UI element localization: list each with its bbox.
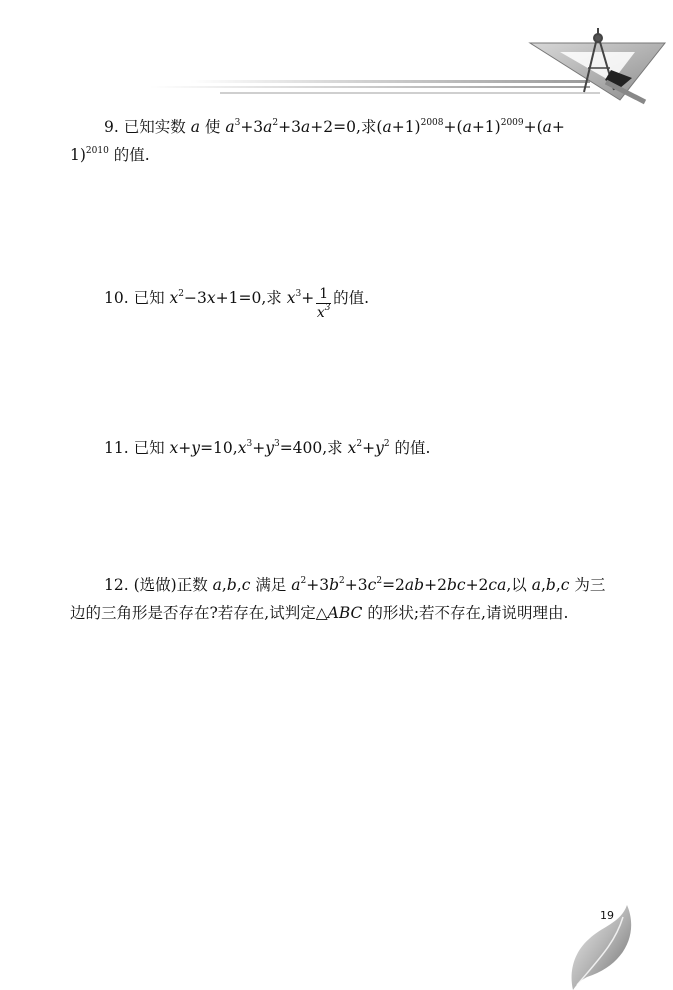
problem-number: 10. xyxy=(104,289,129,307)
math-var: bc xyxy=(446,576,466,594)
math-var: x xyxy=(206,289,216,307)
problem-text: 满足 xyxy=(250,576,287,594)
problem-text: 的值. xyxy=(108,146,150,164)
problem-12-line-1 xyxy=(70,571,610,599)
math-text: +3 xyxy=(344,576,368,594)
problem-number: 9. xyxy=(104,118,119,136)
problem-text: 的值. xyxy=(389,439,431,457)
math-text: , xyxy=(540,576,546,594)
math-var: a xyxy=(190,118,200,136)
math-exponent: 2 xyxy=(178,289,185,299)
math-var: y xyxy=(191,439,201,457)
math-text: + xyxy=(301,289,315,307)
math-text: + xyxy=(362,439,376,457)
math-text: +2=0,求( xyxy=(310,118,383,136)
problem-text: (选做)正数 xyxy=(133,576,208,594)
math-var: x xyxy=(237,439,247,457)
math-text: +2 xyxy=(424,576,447,594)
problem-12-line-2 xyxy=(70,599,610,627)
math-text: +( xyxy=(443,118,463,136)
fraction-numerator: 1 xyxy=(316,287,331,304)
math-var: y xyxy=(375,439,384,457)
math-var: b xyxy=(329,576,340,594)
problem-text: ,以 xyxy=(506,576,527,594)
math-var: a xyxy=(263,118,273,136)
math-text: +3 xyxy=(240,118,264,136)
fraction xyxy=(316,287,331,320)
math-text: −3 xyxy=(184,289,207,307)
math-var: c xyxy=(560,576,570,594)
math-var: a xyxy=(531,576,541,594)
math-exponent: 2008 xyxy=(420,118,444,128)
math-text: + xyxy=(178,439,192,457)
problem-9-line-2 xyxy=(70,141,610,169)
math-text: +1=0,求 xyxy=(215,289,282,307)
math-var: x xyxy=(286,289,296,307)
math-text: =400,求 xyxy=(279,439,343,457)
problem-text: 边的三角形是否存在?若存在,试判定△ xyxy=(70,604,328,622)
problem-text: 已知实数 xyxy=(123,118,186,136)
problem-text: 的值. xyxy=(333,289,370,307)
math-text: +( xyxy=(523,118,543,136)
math-var: ABC xyxy=(327,604,363,622)
math-exponent: 2 xyxy=(339,576,345,586)
problem-9-line-1 xyxy=(70,113,610,141)
math-var: x xyxy=(169,439,179,457)
problem-11 xyxy=(70,434,610,462)
math-exponent: 2 xyxy=(272,118,279,128)
math-var: a xyxy=(291,576,301,594)
math-text: + xyxy=(252,439,266,457)
fraction-denominator xyxy=(316,304,331,320)
math-var: ca xyxy=(488,576,507,594)
problem-10 xyxy=(70,284,610,320)
page-number: 19 xyxy=(600,909,614,922)
math-exponent: 2009 xyxy=(500,118,524,128)
problem-12 xyxy=(70,571,610,627)
problem-text: 为三 xyxy=(569,576,606,594)
header-decoration xyxy=(0,0,673,120)
math-var: b xyxy=(226,576,237,594)
math-var: c xyxy=(367,576,377,594)
math-var: x xyxy=(347,439,357,457)
math-var: x xyxy=(169,289,179,307)
math-text: + xyxy=(551,118,565,136)
math-exponent: 2010 xyxy=(85,146,109,156)
math-exponent: 3 xyxy=(246,439,253,449)
math-text: =2 xyxy=(382,576,405,594)
ruler-band xyxy=(150,80,600,94)
math-var: a xyxy=(542,118,552,136)
math-var: c xyxy=(241,576,251,594)
math-var: a xyxy=(382,118,392,136)
math-text: , xyxy=(236,576,242,594)
triangle-ruler-icon xyxy=(530,43,665,100)
math-var: x xyxy=(316,305,325,321)
math-var: y xyxy=(265,439,274,457)
math-text: +3 xyxy=(278,118,302,136)
math-exponent: 3 xyxy=(324,303,331,313)
problem-9 xyxy=(70,113,610,169)
math-text: +2 xyxy=(465,576,489,594)
problem-text: 使 xyxy=(204,118,221,136)
math-text: +3 xyxy=(306,576,330,594)
problem-text: 已知 xyxy=(133,289,165,307)
problem-number: 12. xyxy=(104,576,129,594)
math-var: a xyxy=(301,118,311,136)
problem-number: 11. xyxy=(104,439,129,457)
problem-text: 的形状;若不存在,请说明理由. xyxy=(362,604,569,622)
math-var: ab xyxy=(404,576,425,594)
math-var: a xyxy=(212,576,222,594)
math-exponent: 2 xyxy=(383,439,390,449)
math-text: =10, xyxy=(200,439,238,457)
math-text: +1) xyxy=(471,118,501,136)
math-text: +1) xyxy=(391,118,421,136)
math-exponent: 3 xyxy=(273,439,280,449)
math-exponent: 3 xyxy=(295,289,302,299)
math-text: 1) xyxy=(70,146,86,164)
math-var: a xyxy=(225,118,235,136)
math-text: , xyxy=(221,576,227,594)
problem-text: 已知 xyxy=(133,439,165,457)
math-var: b xyxy=(545,576,556,594)
math-exponent: 2 xyxy=(356,439,363,449)
math-var: a xyxy=(462,118,472,136)
math-exponent: 3 xyxy=(234,118,241,128)
math-text: , xyxy=(555,576,561,594)
math-exponent: 2 xyxy=(300,576,307,586)
math-exponent: 2 xyxy=(376,576,383,586)
